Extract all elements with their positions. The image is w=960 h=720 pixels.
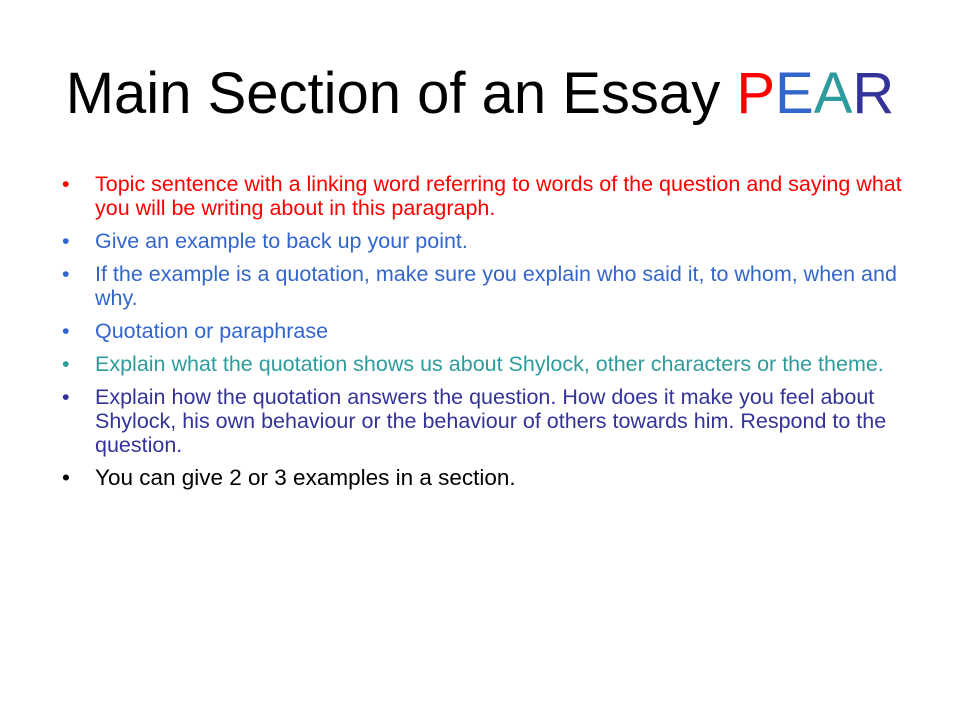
bullet-text: Give an example to back up your point. bbox=[95, 229, 468, 253]
bullet-text: If the example is a quotation, make sure you explain who said it, to whom, when and why. bbox=[95, 262, 897, 310]
bullet-icon: • bbox=[62, 319, 70, 343]
bullet-item bbox=[62, 319, 922, 343]
bullet-item bbox=[62, 262, 922, 310]
bullet-icon: • bbox=[62, 262, 70, 286]
bullet-icon: • bbox=[62, 352, 70, 376]
bullet-icon: • bbox=[62, 385, 70, 409]
slide-title bbox=[0, 58, 960, 130]
bullet-text: Explain how the quotation answers the question. How does it make you feel about Shylock, his own behaviour or the behaviour of others towards him. Respond to the question. bbox=[95, 385, 887, 457]
bullet-item bbox=[62, 466, 922, 490]
bullet-list bbox=[62, 172, 922, 499]
bullet-text: Quotation or paraphrase bbox=[95, 319, 329, 343]
bullet-icon: • bbox=[62, 465, 70, 490]
title-letter-e: E bbox=[775, 61, 814, 126]
bullet-item bbox=[62, 385, 922, 457]
bullet-text: You can give 2 or 3 examples in a section. bbox=[95, 465, 516, 490]
bullet-item bbox=[62, 352, 922, 376]
title-text: Main Section of an Essay bbox=[65, 61, 737, 126]
bullet-icon: • bbox=[62, 229, 70, 253]
title-letter-a: A bbox=[813, 61, 853, 126]
bullet-item bbox=[62, 229, 922, 253]
bullet-text: Topic sentence with a linking word referring to words of the question and saying what you will be writing about in this paragraph. bbox=[95, 172, 902, 220]
bullet-icon: • bbox=[62, 172, 70, 196]
bullet-text: Explain what the quotation shows us about Shylock, other characters or the theme. bbox=[95, 352, 884, 376]
title-letter-r: R bbox=[852, 61, 895, 126]
bullet-item bbox=[62, 172, 922, 220]
title-letter-p: P bbox=[736, 61, 775, 126]
